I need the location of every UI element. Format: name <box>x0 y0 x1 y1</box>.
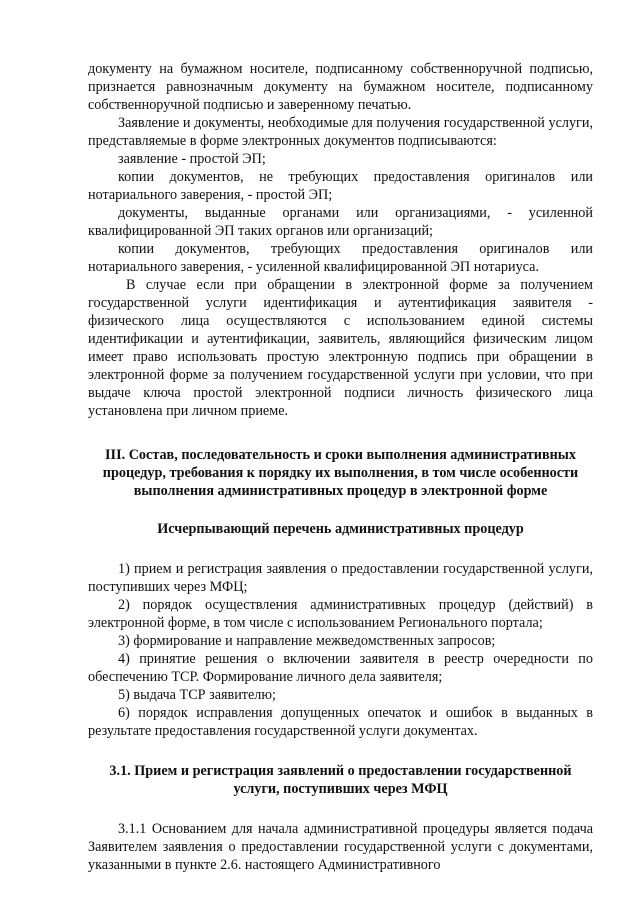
paragraph-3-1-1: 3.1.1 Основанием для начала административной процедуры является подача Заявителем заявления о предоставлении государственной услуги с документами, указанными в пункте 2.6. настоящего Административного <box>88 821 593 873</box>
heading-3-1: 3.1. Прием и регистрация заявлений о предоставлении государственной услуги, поступивших через МФЦ <box>109 763 572 797</box>
list-item: 1) прием и регистрация заявления о предоставлении государственной услуги, поступивших через МФЦ; <box>88 561 593 595</box>
subheading-procedures: Исчерпывающий перечень административных процедур <box>157 521 524 537</box>
paragraph-signature-item: копии документов, требующих предоставления оригиналов или нотариального заверения, - усиленной квалифицированной ЭП нотариуса. <box>88 241 593 275</box>
paragraph-continuation: документу на бумажном носителе, подписанному собственноручной подписью, признается равнозначным документу на бумажном носителе, подписанному собственноручной подписью и заверенному печатью. <box>88 61 593 113</box>
paragraph-signature-item: копии документов, не требующих предоставления оригиналов или нотариального заверения, - простой ЭП; <box>88 169 593 203</box>
paragraph-identification: В случае если при обращении в электронной форме за получением государственной услуги идентификация и аутентификация заявителя - физического лица осуществляются с использованием единой системы идентификации и аутентификации, заявитель, являющийся физическим лицом имеет право использовать простую электронную подпись при обращении в электронной форме за получением государственной услуги при условии, что при выдаче ключа простой электронной подписи личность физического лица установлена при личном приеме. <box>88 277 593 419</box>
document-page <box>88 60 593 874</box>
list-item: 3) формирование и направление межведомственных запросов; <box>118 633 496 649</box>
paragraph-signature-item: заявление - простой ЭП; <box>118 151 266 167</box>
paragraph-signatures-intro: Заявление и документы, необходимые для получения государственной услуги, представляемые в форме электронных документов подписываются: <box>88 115 593 149</box>
procedures-list <box>88 560 593 740</box>
list-item: 6) порядок исправления допущенных опечаток и ошибок в выданных в результате предоставления государственной услуги документах. <box>88 705 593 739</box>
paragraph-signature-item: документы, выданные органами или организациями, - усиленной квалифицированной ЭП таких органов или организаций; <box>88 205 593 239</box>
list-item: 2) порядок осуществления административных процедур (действий) в электронной форме, в том числе с использованием Регионального портала; <box>88 597 593 631</box>
section-heading: III. Состав, последовательность и сроки выполнения административных процедур, требования к порядку их выполнения, в том числе особенности выполнения административных процедур в электронной форме <box>102 447 579 499</box>
list-item: 5) выдача ТСР заявителю; <box>118 687 276 703</box>
list-item: 4) принятие решения о включении заявителя в реестр очередности по обеспечению ТСР. Формирование личного дела заявителя; <box>88 651 593 685</box>
